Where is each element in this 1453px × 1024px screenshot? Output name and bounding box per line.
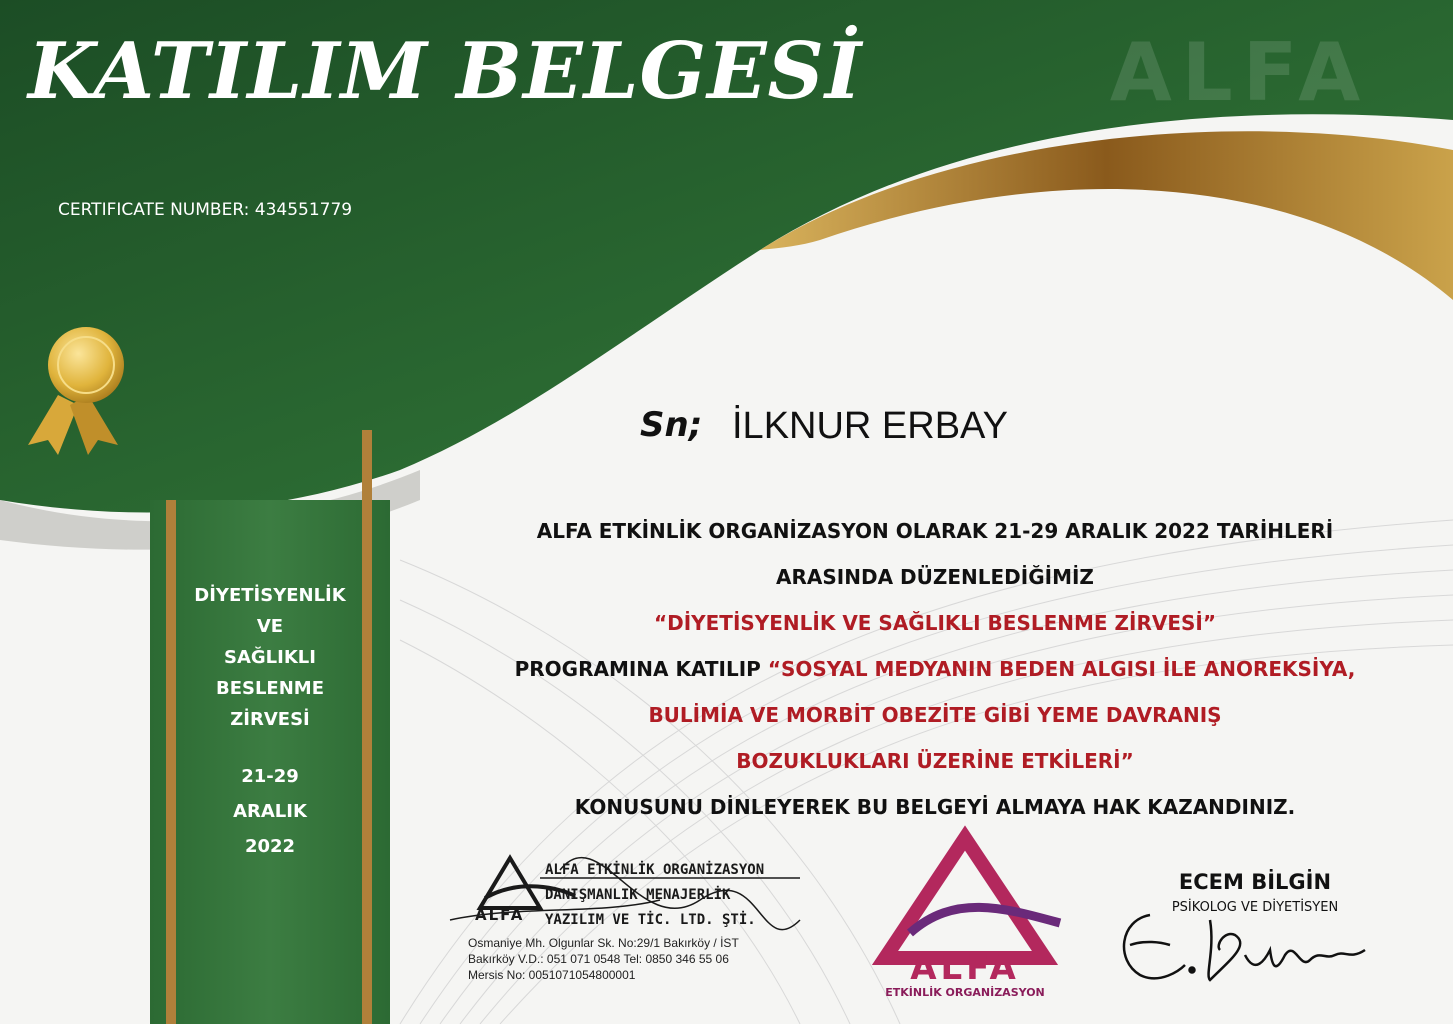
topic-title-start: “SOSYAL MEDYANIN BEDEN ALGISI İLE ANOREKSİYA, xyxy=(767,657,1356,681)
certificate-number-value: 434551779 xyxy=(254,200,353,220)
recipient-name: İLKNUR ERBAY xyxy=(732,405,1008,447)
stamp-line: DANIŞMANLIK MENAJERLİK xyxy=(545,887,731,903)
topic-title-end: BOZUKLUKLARI ÜZERİNE ETKİLERİ” xyxy=(736,749,1134,773)
sidebar-date-line: ARALIK xyxy=(233,801,307,822)
address-line: Mersis No: 0051071054800001 xyxy=(468,968,636,982)
stamp-line: YAZILIM VE TİC. LTD. ŞTİ. xyxy=(545,912,756,928)
address-line: Bakırköy V.D.: 051 071 0548 Tel: 0850 346 55 06 xyxy=(468,952,729,966)
sidebar-date-line: 21-29 xyxy=(241,766,299,787)
stamp-line: ALFA ETKİNLİK ORGANİZASYON xyxy=(545,862,765,878)
signatory-title: PSİKOLOG VE DİYETİSYEN xyxy=(1171,900,1339,915)
sidebar-event-line: SAĞLIKLI xyxy=(224,647,316,668)
svg-text:ALFA: ALFA xyxy=(1109,26,1371,119)
certificate-title: KATILIM BELGESİ xyxy=(28,26,863,117)
alfa-logo-subtitle: ETKİNLİK ORGANİZASYON xyxy=(885,986,1045,999)
recipient-prefix: Sn; xyxy=(640,405,703,445)
certificate-number-label: CERTIFICATE NUMBER: xyxy=(58,200,250,220)
alfa-logo-word: ALFA xyxy=(910,948,1020,988)
sidebar-event-line: BESLENME xyxy=(215,678,325,699)
sidebar-event-line: ZİRVESİ xyxy=(230,709,310,730)
stamp-logo-word: ALFA xyxy=(475,906,525,924)
company-address xyxy=(468,935,739,983)
body-line-2: ARASINDA DÜZENLEDİĞİMİZ xyxy=(776,565,1094,589)
body-line-4-prefix: PROGRAMINA KATILIP xyxy=(514,657,768,681)
sidebar-date-line: 2022 xyxy=(244,836,296,857)
sidebar-event-line: DİYETİSYENLİK xyxy=(194,585,346,606)
event-title: “DİYETİSYENLİK VE SAĞLIKLI BESLENME ZİRVESİ” xyxy=(653,611,1217,635)
certificate-body xyxy=(420,508,1450,830)
body-line-7: KONUSUNU DİNLEYEREK BU BELGEYİ ALMAYA HAK KAZANDINIZ. xyxy=(574,795,1296,819)
body-line-1: ALFA ETKİNLİK ORGANİZASYON OLARAK 21-29 ARALIK 2022 TARİHLERİ xyxy=(536,519,1334,543)
certificate-number xyxy=(58,200,352,220)
topic-title-middle: BULİMİA VE MORBİT OBEZİTE GİBİ YEME DAVRANIŞ xyxy=(648,703,1222,727)
sidebar-event-line: VE xyxy=(256,616,284,637)
company-stamp xyxy=(545,858,764,933)
signatory-name: ECEM BİLGİN xyxy=(1178,870,1332,894)
sidebar-event-info xyxy=(150,580,390,864)
body-line-4 xyxy=(420,646,1450,692)
address-line: Osmaniye Mh. Olgunlar Sk. No:29/1 Bakırköy / İST xyxy=(468,936,739,950)
